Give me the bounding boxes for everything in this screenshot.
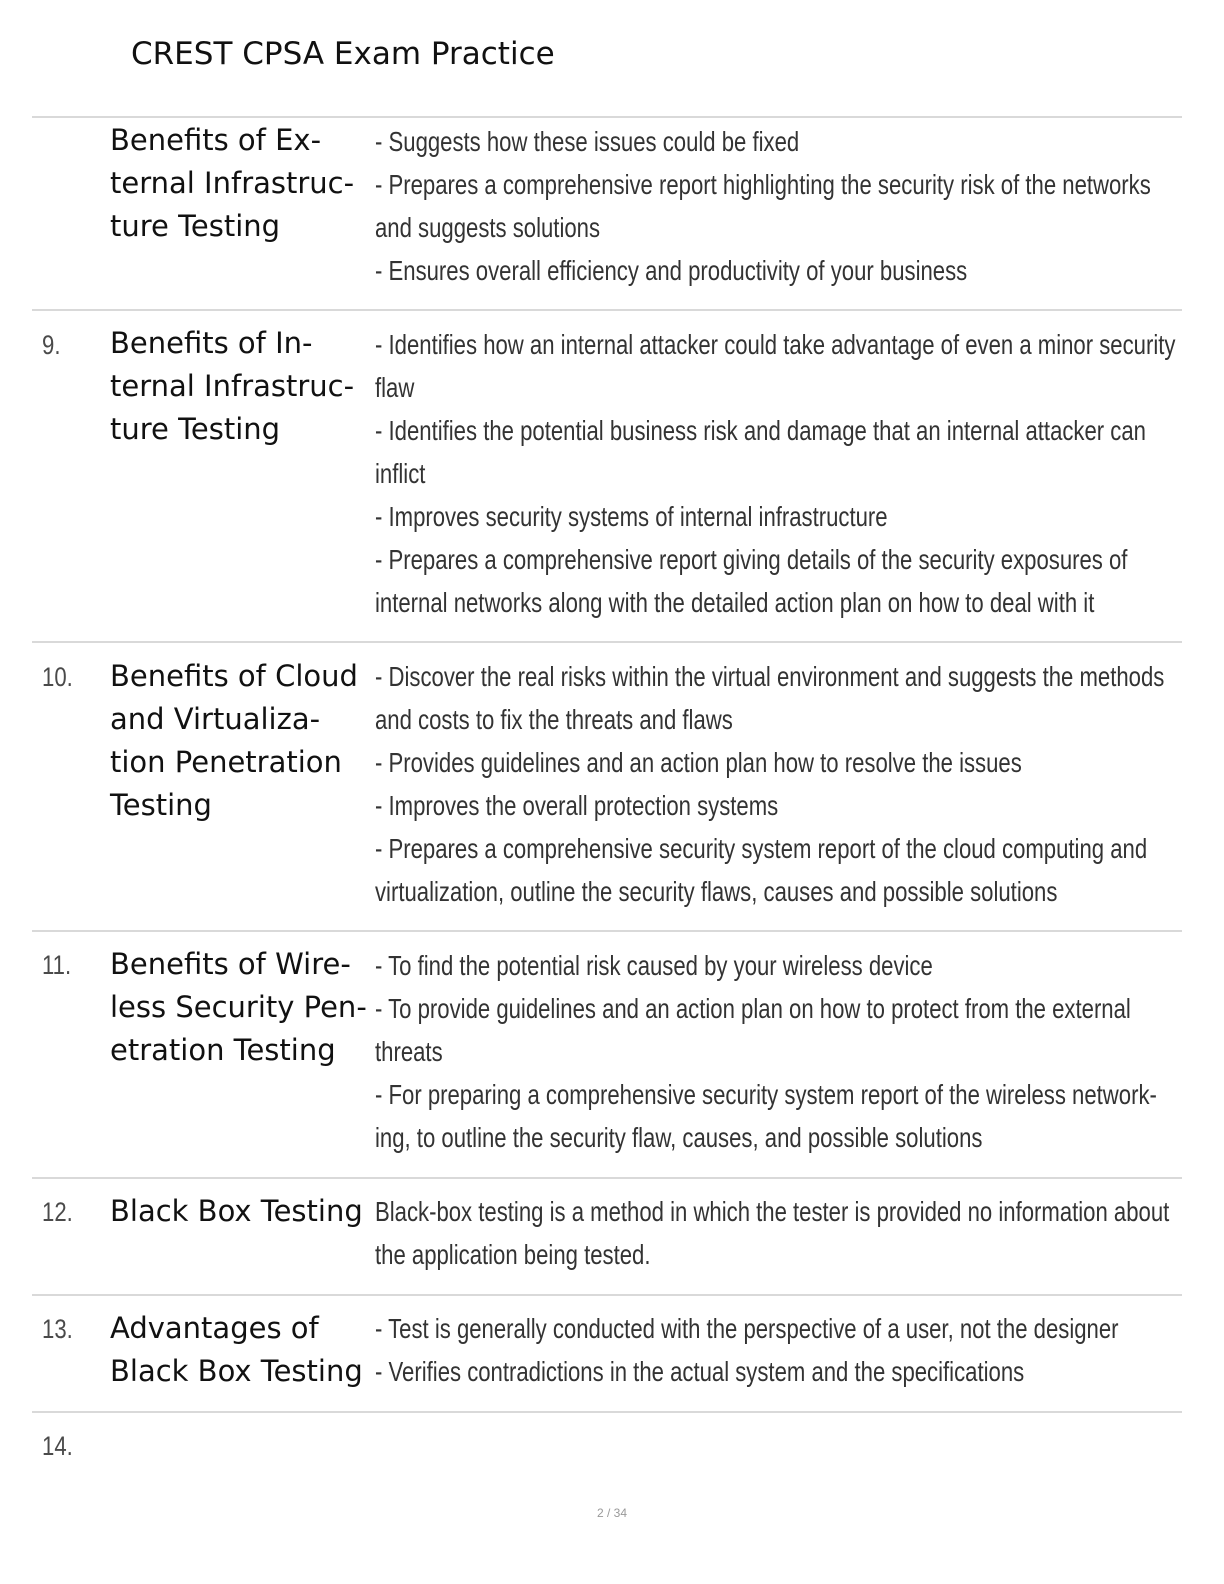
entry-term	[110, 1307, 370, 1393]
term-line: Benefits of Wire-	[110, 947, 351, 981]
term-line: Benefits of Cloud	[110, 659, 358, 693]
term-line: ternal Infrastruc-	[110, 369, 355, 403]
term-line: less Security Pen-	[110, 990, 367, 1024]
term-line: etration Testing	[110, 1033, 336, 1067]
divider	[32, 1177, 1182, 1179]
divider	[32, 930, 1182, 932]
term-line: Black Box Testing	[110, 1354, 363, 1388]
entry-number: 13.	[42, 1314, 73, 1344]
definition-line: - Discover the real risks within the virtual environment and suggests the methods	[375, 661, 1165, 692]
definition-line: - Identifies how an internal attacker could take advantage of even a minor security	[375, 329, 1176, 360]
entry-definition	[375, 323, 1224, 624]
definition-line: - Verifies contradictions in the actual system and the specifications	[375, 1356, 1025, 1387]
definition-line: - Test is generally conducted with the perspective of a user, not the designer	[375, 1313, 1119, 1344]
definition-line: Black-box testing is a method in which the tester is provided no information about	[375, 1196, 1170, 1227]
term-line: ture Testing	[110, 209, 281, 243]
entry-number: 14.	[42, 1431, 73, 1461]
page-number: 2 / 34	[596, 1506, 628, 1520]
entry-term	[110, 1190, 370, 1233]
definition-line: - Provides guidelines and an action plan how to resolve the issues	[375, 747, 1022, 778]
definition-line: the application being tested.	[375, 1239, 651, 1270]
definition-line: - For preparing a comprehensive security system report of the wireless network-	[375, 1079, 1157, 1110]
definition-line: virtualization, outline the security flaws, causes and possible solutions	[375, 876, 1058, 907]
entry-definition	[375, 655, 1224, 913]
term-line: Benefits of In-	[110, 326, 313, 360]
entry-number: 12.	[42, 1197, 73, 1227]
entry-term	[110, 322, 370, 451]
term-line: Advantages of	[110, 1311, 319, 1345]
definition-line: and costs to fix the threats and flaws	[375, 704, 733, 735]
divider	[32, 641, 1182, 643]
definition-line: threats	[375, 1036, 443, 1067]
entry-term	[110, 655, 370, 827]
definition-line: - Ensures overall efficiency and productivity of your business	[375, 255, 968, 286]
term-line: ture Testing	[110, 412, 281, 446]
divider	[32, 1411, 1182, 1413]
definition-line: - Prepares a comprehensive security system report of the cloud computing and	[375, 833, 1148, 864]
definition-line: - To find the potential risk caused by your wireless device	[375, 950, 933, 981]
divider	[32, 309, 1182, 311]
entry-number: 9.	[42, 330, 61, 360]
term-line: ternal Infrastruc-	[110, 166, 355, 200]
definition-line: - Improves security systems of internal infrastructure	[375, 501, 888, 532]
entry-definition	[375, 120, 1224, 292]
definition-line: inflict	[375, 458, 426, 489]
definition-line: - Suggests how these issues could be fixed	[375, 126, 800, 157]
term-line: Black Box Testing	[110, 1194, 363, 1228]
term-line: Benefits of Ex-	[110, 123, 322, 157]
definition-line: internal networks along with the detailed action plan on how to deal with it	[375, 587, 1095, 618]
definition-line: - Identifies the potential business risk and damage that an internal attacker can	[375, 415, 1146, 446]
definition-line: and suggests solutions	[375, 212, 601, 243]
entry-definition	[375, 1190, 1224, 1276]
term-line: and Virtualiza-	[110, 702, 321, 736]
entry-definition	[375, 1307, 1224, 1393]
entry-term	[110, 119, 370, 248]
entry-number: 10.	[42, 662, 73, 692]
definition-line: - To provide guidelines and an action plan on how to protect from the external	[375, 993, 1131, 1024]
definition-line: - Improves the overall protection systems	[375, 790, 779, 821]
definition-line: - Prepares a comprehensive report giving details of the security exposures of	[375, 544, 1128, 575]
divider	[32, 1294, 1182, 1296]
term-line: tion Penetration	[110, 745, 342, 779]
definition-line: - Prepares a comprehensive report highlighting the security risk of the networks	[375, 169, 1151, 200]
page-title: CREST CPSA Exam Practice	[131, 36, 555, 72]
definition-line: ing, to outline the security flaw, causes, and possible solutions	[375, 1122, 983, 1153]
definition-line: flaw	[375, 372, 415, 403]
term-line: Testing	[110, 788, 212, 822]
entry-number: 11.	[42, 950, 72, 980]
entry-term	[110, 943, 370, 1072]
divider	[32, 116, 1182, 118]
entry-definition	[375, 944, 1224, 1159]
